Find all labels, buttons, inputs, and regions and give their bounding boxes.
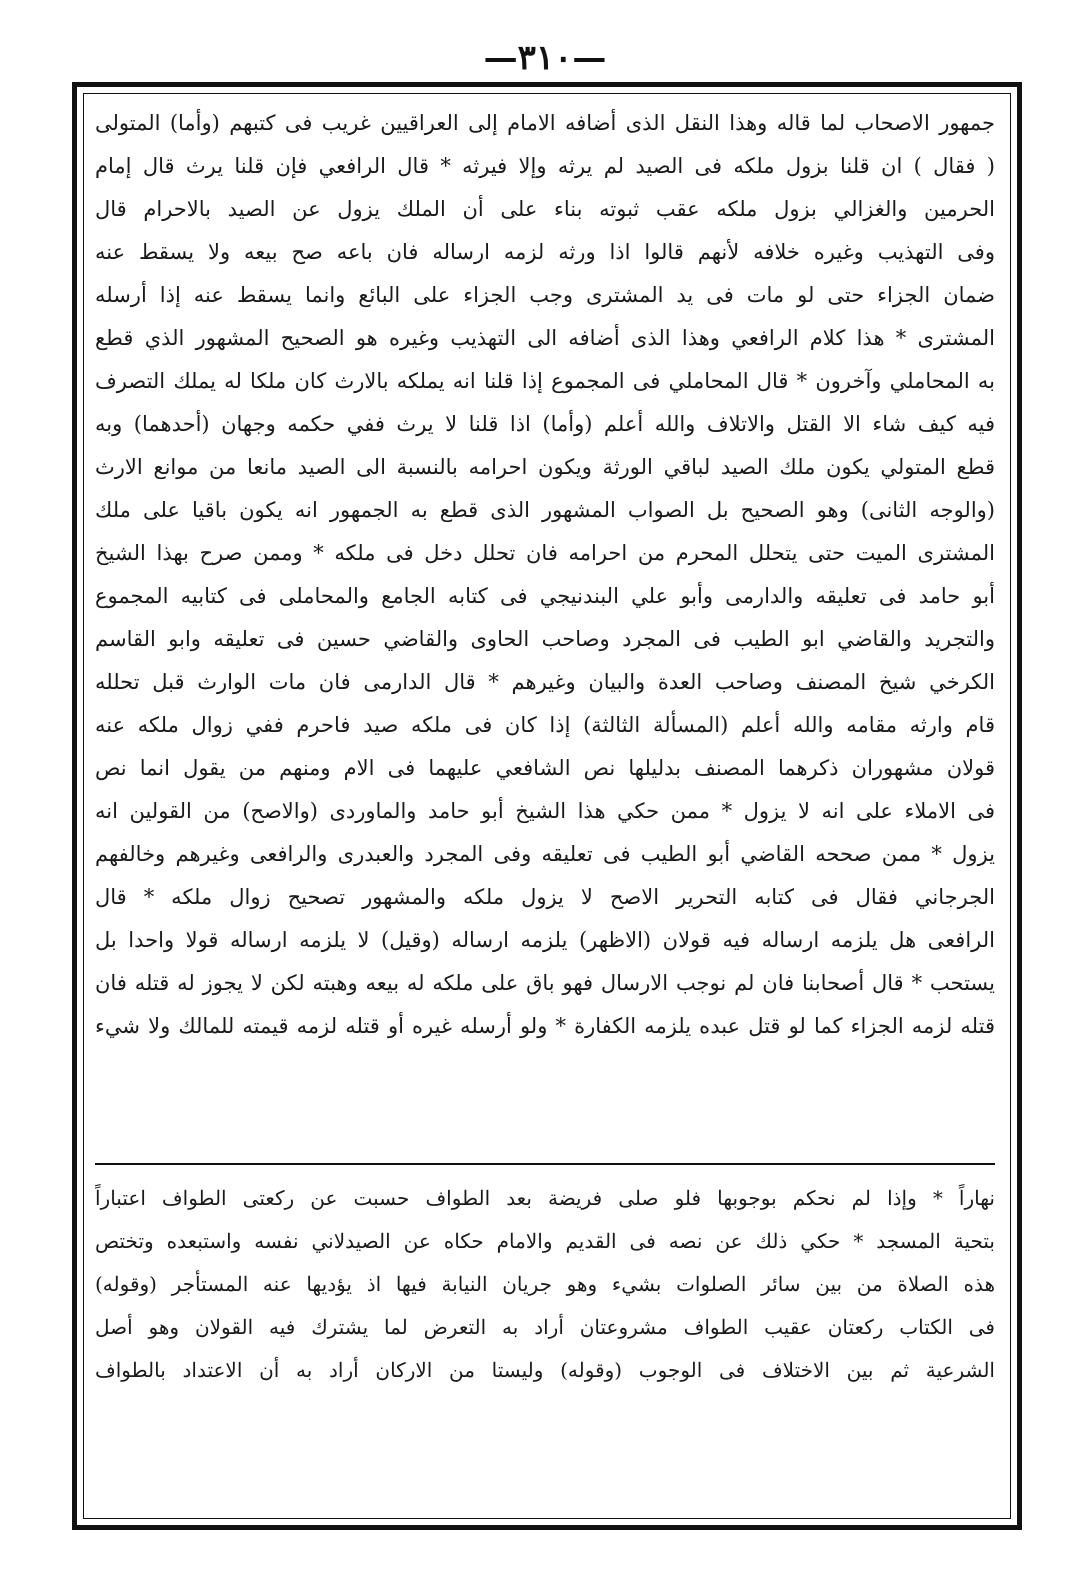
main-text-line: ضمان الجزاء حتى لو مات فى يد المشترى وجب الجزاء على البائع وانما يسقط عنه إذا أرسله	[95, 283, 995, 307]
main-text-line: (والوجه الثانى) وهو الصحيح بل الصواب المشهور الذى قطع به الجمهور انه يكون باقيا على ملك	[95, 498, 995, 522]
main-text-line: والتجريد والقاضي ابو الطيب فى المجرد وصاحب الحاوى والقاضي حسين فى تعليقه وابو القاسم	[95, 627, 995, 651]
footnote-line: هذه الصلاة من بين سائر الصلوات بشيء وهو جريان النيابة فيها اذ يؤديها عنه المستأجر (وقوله)	[95, 1272, 995, 1296]
footnote-line: الشرعية ثم بين الاختلاف فى الوجوب (وقوله) وليستا من الاركان أراد به أن الاعتداد بالطواف	[95, 1358, 995, 1382]
main-text-line: الكرخي شيخ المصنف وصاحب العدة والبيان وغيرهم * قال الدارمى فان مات الوارث قبل تحلله	[95, 670, 995, 694]
main-text-line: به المحاملي وآخرون * قال المحاملي فى المجموع إذا قلنا انه يملكه بالارث كان ملكا له يملك التصرف	[95, 369, 995, 393]
main-text-line: يستحب * قال أصحابنا فان لم نوجب الارسال فهو باق على ملكه له بيعه وهبته لكن لا يجوز له قتله فان	[95, 971, 995, 995]
main-text-line: جمهور الاصحاب لما قاله وهذا النقل الذى أضافه الامام إلى العراقيين غريب فى كتبهم (وأما) المتولى	[95, 111, 995, 135]
main-text-line: الرافعى هل يلزمه ارساله فيه قولان (الاظهر) يلزمه ارساله (وقيل) لا يلزمه ارساله قولا واحدا بل	[95, 928, 995, 952]
page-number: —٣١٠—	[483, 38, 607, 78]
footnote-line: فى الكتاب ركعتان عقيب الطواف مشروعتان أراد به التعرض لما يشترك فيه القولان وهو أصل	[95, 1315, 995, 1339]
main-text-block	[95, 102, 995, 1048]
main-text-line: قتله لزمه الجزاء كما لو قتل عبده يلزمه الكفارة * ولو أرسله غيره أو قتله لزمه قيمته للمالك ولا شيء	[95, 1014, 995, 1038]
main-text-line: المشترى الميت حتى يتحلل المحرم من احرامه فان تحلل دخل فى ملكه * وممن صرح بهذا الشيخ	[95, 541, 995, 565]
footnote-line: نهاراً * وإذا لم نحكم بوجوبها فلو صلى فريضة بعد الطواف حسبت عن ركعتى الطواف اعتباراً	[95, 1186, 995, 1210]
main-text-line: قطع المتولي يكون ملك الصيد لباقي الورثة ويكون احرامه بالنسبة الى الصيد مانعا من موانع الارث	[95, 455, 995, 479]
main-text-line: فى الاملاء على انه لا يزول * ممن حكي هذا الشيخ أبو حامد والماوردى (والاصح) من القولين انه	[95, 799, 995, 823]
main-text-line: أبو حامد فى تعليقه والدارمى وأبو علي البندنيجي فى كتابه الجامع والمحاملى فى كتابيه المجموع	[95, 584, 995, 608]
footnote-divider	[95, 1163, 995, 1165]
main-text-line: يزول * ممن صححه القاضي أبو الطيب فى تعليقه وفى المجرد والعبدرى والرافعى وغيرهم وخالفهم	[95, 842, 995, 866]
footnote-block	[95, 1177, 995, 1392]
main-text-line: قام وارثه مقامه والله أعلم (المسألة الثالثة) إذا كان فى ملكه صيد فاحرم ففي زوال ملكه عنه	[95, 713, 995, 737]
main-text-line: قولان مشهوران ذكرهما المصنف بدليلها نص الشافعي عليهما فى الام ومنهم من يقول انما نص	[95, 756, 995, 780]
footnote-line: بتحية المسجد * حكي ذلك عن نصه فى القديم والامام حكاه عن الصيدلاني نفسه واستبعده وتختص	[95, 1229, 995, 1253]
main-text-line: المشترى * هذا كلام الرافعي وهذا الذى أضافه الى التهذيب وغيره هو الصحيح المشهور الذي قطع	[95, 326, 995, 350]
main-text-line: الحرمين والغزالي بزول ملكه عقب ثبوته بناء على أن الملك يزول عن الصيد بالاحرام قال	[95, 197, 995, 221]
main-text-line: الجرجاني فقال فى كتابه التحرير الاصح لا يزول ملكه والمشهور تصحيح زوال ملكه * قال	[95, 885, 995, 909]
main-text-line: ( فقال ) ان قلنا بزول ملكه فى الصيد لم يرثه وإلا فيرثه * قال الرافعي فإن قلنا يرث قال إمام	[95, 154, 995, 178]
main-text-line: وفى التهذيب وغيره خلافه لأنهم قالوا اذا ورثه لزمه ارساله فان باعه صح بيعه ولا يسقط عنه	[95, 240, 995, 264]
main-text-line: فيه كيف شاء الا القتل والاتلاف والله أعلم (وأما) اذا قلنا لا يرث ففي حكمه وجهان (أحدهما) وبه	[95, 412, 995, 436]
